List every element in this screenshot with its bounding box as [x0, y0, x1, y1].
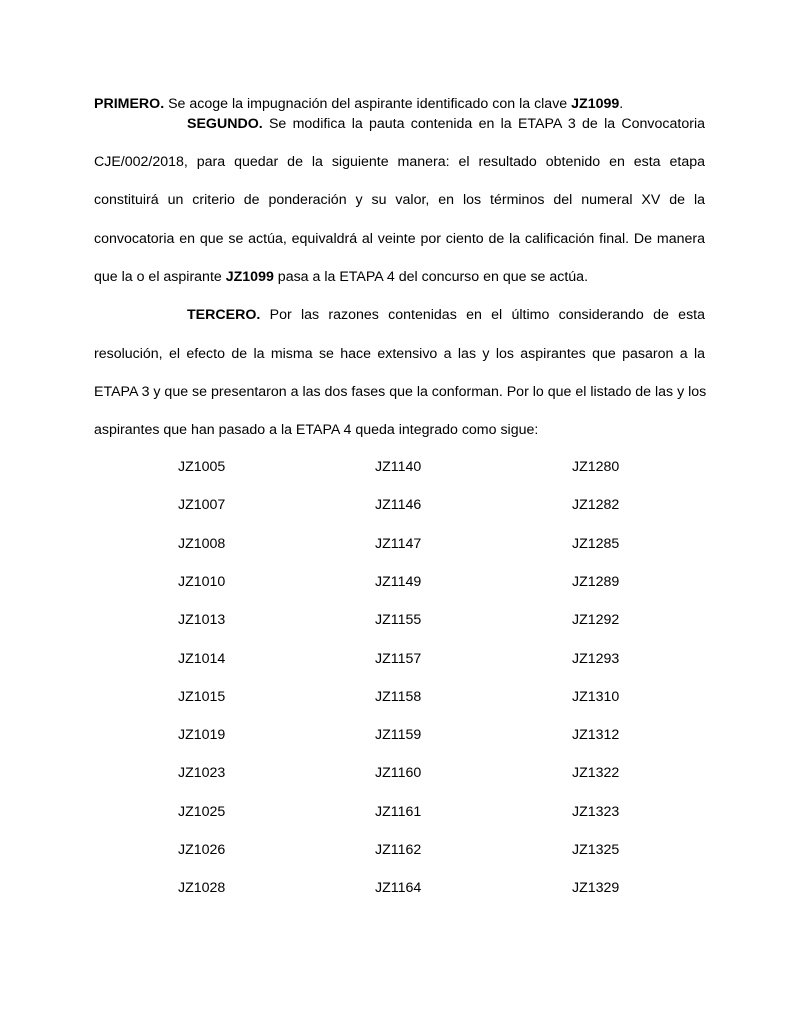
list-item: JZ1289: [572, 574, 620, 590]
primero-clave: JZ1099: [571, 96, 620, 112]
primero-text: Se acoge la impugnación del aspirante identificado con la clave: [164, 96, 572, 112]
list-item: JZ1019: [178, 727, 226, 743]
list-item: JZ1285: [572, 536, 620, 552]
list-item: JZ1280: [572, 459, 620, 475]
tercero-line-3: ETAPA 3 y que se presentaron a las dos fases que la conforman. Por lo que el listado de las y los: [94, 384, 707, 400]
list-item: JZ1157: [375, 651, 422, 667]
segundo-clave: JZ1099: [225, 269, 274, 285]
list-item: JZ1025: [178, 804, 226, 820]
list-item: JZ1323: [572, 804, 620, 820]
list-item: JZ1282: [572, 497, 620, 513]
list-item: JZ1023: [178, 765, 226, 781]
list-item: JZ1310: [572, 689, 620, 705]
list-item: JZ1322: [572, 765, 620, 781]
primero-end: .: [619, 96, 624, 112]
list-row: [0, 534, 799, 554]
list-row: [0, 649, 799, 669]
list-item: JZ1160: [375, 765, 422, 781]
tercero-line-4: aspirantes que han pasado a la ETAPA 4 queda integrado como sigue:: [94, 422, 539, 438]
list-item: JZ1164: [375, 880, 422, 896]
segundo-text-1: Se modifica la pauta contenida en la ETAPA 3 de la Convocatoria: [262, 116, 705, 132]
list-item: JZ1329: [572, 880, 620, 896]
segundo-line-5: [94, 268, 705, 286]
list-item: JZ1013: [178, 612, 226, 628]
segundo-text-5a: que la o el aspirante: [94, 269, 226, 285]
primero-label: PRIMERO.: [94, 96, 165, 112]
list-item: JZ1159: [375, 727, 422, 743]
list-item: JZ1007: [178, 497, 226, 513]
list-row: [0, 457, 799, 477]
list-row: [0, 495, 799, 515]
list-item: JZ1146: [375, 497, 422, 513]
list-row: [0, 802, 799, 822]
list-item: JZ1162: [375, 842, 422, 858]
list-item: JZ1293: [572, 651, 620, 667]
tercero-label: TERCERO.: [187, 307, 261, 323]
list-row: [0, 878, 799, 898]
segundo-line-2: CJE/002/2018, para quedar de la siguiente manera: el resultado obtenido en esta etapa: [94, 154, 705, 170]
list-item: JZ1140: [375, 459, 422, 475]
list-item: JZ1161: [375, 804, 422, 820]
list-item: JZ1028: [178, 880, 226, 896]
list-row: [0, 687, 799, 707]
list-item: JZ1149: [375, 574, 422, 590]
list-item: JZ1325: [572, 842, 620, 858]
list-item: JZ1010: [178, 574, 226, 590]
segundo-text-5b: pasa a la ETAPA 4 del concurso en que se actúa.: [273, 269, 589, 285]
list-item: JZ1147: [375, 536, 422, 552]
tercero-line-2: resolución, el efecto de la misma se hace extensivo a las y los aspirantes que pasaron a la: [94, 346, 705, 362]
segundo-line-3: constituirá un criterio de ponderación y su valor, en los términos del numeral XV de la: [94, 192, 705, 208]
list-row: [0, 840, 799, 860]
list-row: [0, 763, 799, 783]
list-item: JZ1014: [178, 651, 226, 667]
segundo-line-4: convocatoria en que se actúa, equivaldrá al veinte por ciento de la calificación final. De manera: [94, 231, 705, 247]
list-row: [0, 725, 799, 745]
list-item: JZ1005: [178, 459, 226, 475]
tercero-text-1: Por las razones contenidas en el último considerando de esta: [260, 307, 705, 323]
primero-paragraph: [94, 95, 705, 113]
list-row: [0, 610, 799, 630]
list-item: JZ1008: [178, 536, 226, 552]
list-item: JZ1312: [572, 727, 620, 743]
list-item: JZ1155: [375, 612, 422, 628]
list-row: [0, 572, 799, 592]
list-item: JZ1158: [375, 689, 422, 705]
tercero-line-1: [187, 306, 705, 324]
segundo-label: SEGUNDO.: [187, 116, 263, 132]
list-item: JZ1026: [178, 842, 226, 858]
list-item: JZ1292: [572, 612, 620, 628]
segundo-line-1: [187, 115, 705, 133]
list-item: JZ1015: [178, 689, 226, 705]
